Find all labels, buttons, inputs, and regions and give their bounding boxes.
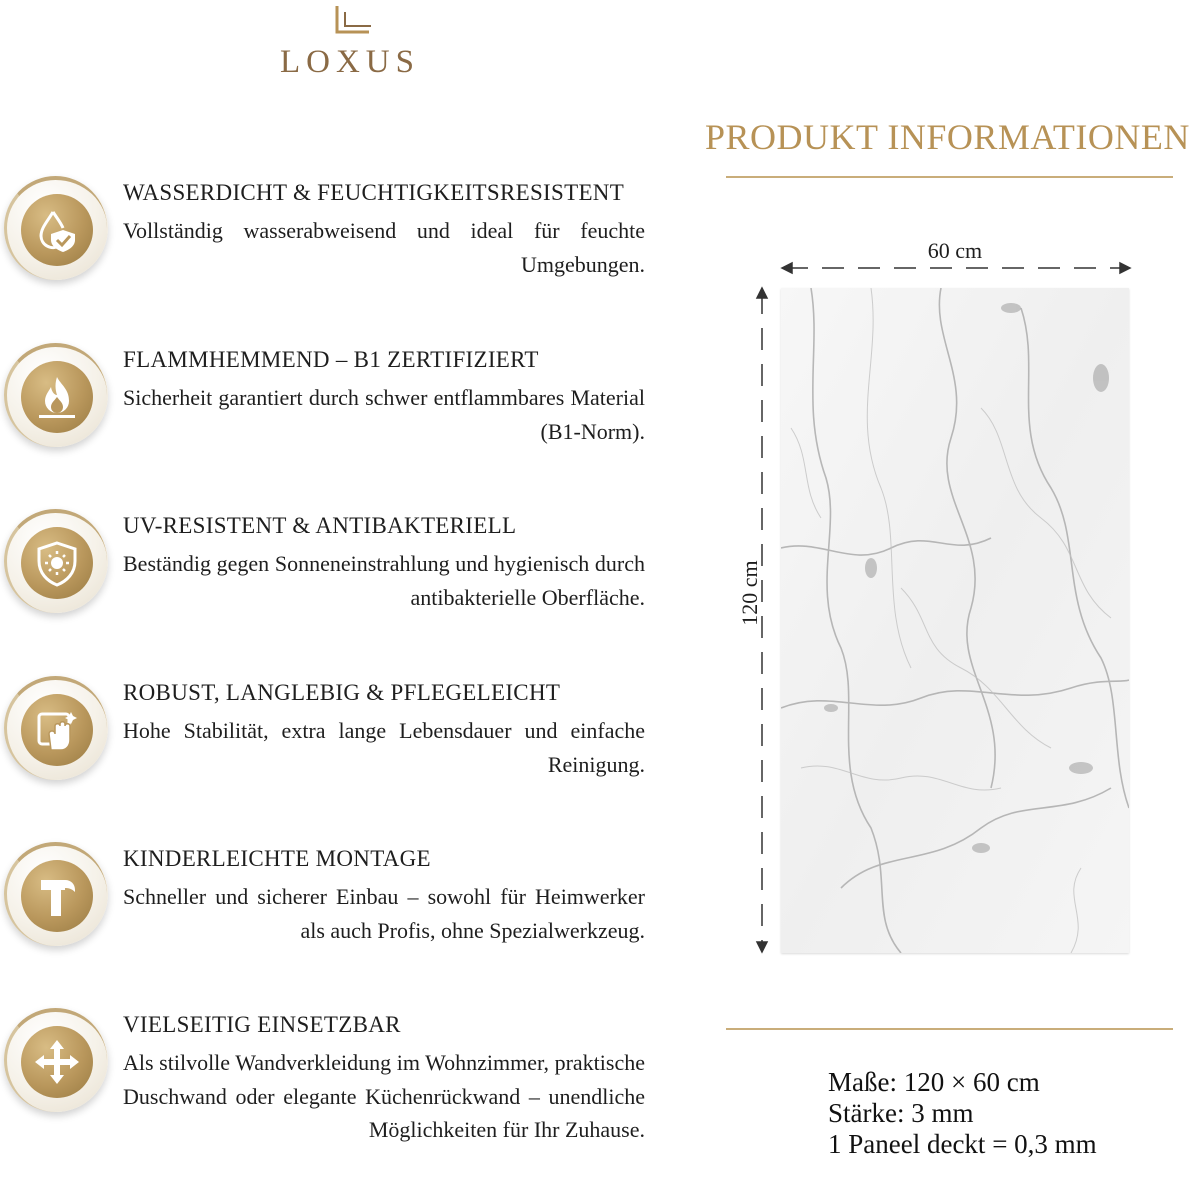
feature-title: ROBUST, LANGLEBIG & PFLEGELEICHT <box>123 680 561 705</box>
feature-description: Hohe Stabilität, extra lange Lebensdauer und einfache Reinigung. <box>123 718 645 777</box>
feature-title: FLAMMHEMMEND – B1 ZERTIFIZIERT <box>123 347 539 372</box>
width-label: 60 cm <box>927 238 983 263</box>
spec-dimensions: Maße: 120 × 60 cm <box>828 1067 1040 1097</box>
feature-title: KINDERLEICHTE MONTAGE <box>123 846 431 871</box>
feature-title: UV-RESISTENT & ANTIBAKTERIELL <box>123 513 517 538</box>
feature-title: WASSERDICHT & FEUCHTIGKEITSRESISTENT <box>123 180 625 205</box>
feature-description: Sicherheit garantiert durch schwer entflammbares Material (B1-Norm). <box>123 385 645 444</box>
feature-title: VIELSEITIG EINSETZBAR <box>123 1012 401 1037</box>
feature-description: Schneller und sicherer Einbau – sowohl für Heimwerker als auch Profis, ohne Spezialwerkzeug. <box>123 884 645 943</box>
spec-thickness: Stärke: 3 mm <box>828 1098 974 1128</box>
product-specs <box>828 1067 1097 1160</box>
feature-description: Vollständig wasserabweisend und ideal für feuchte Umgebungen. <box>123 218 645 277</box>
spec-coverage: 1 Paneel deckt = 0,3 mm <box>828 1129 1097 1159</box>
feature-description: Als stilvolle Wandverkleidung im Wohnzimmer, praktische Duschwand oder elegante Küchenrückwand – unendliche Möglichkeiten für Ihr Zuhause. <box>123 1050 645 1142</box>
divider-bottom <box>726 1028 1173 1030</box>
section-title: PRODUKT INFORMATIONEN <box>705 117 1190 157</box>
marble-panel-image <box>781 288 1129 953</box>
height-label: 120 cm <box>737 560 762 626</box>
marble-texture <box>781 288 1129 953</box>
brand-name: LOXUS <box>279 44 420 80</box>
feature-description: Beständig gegen Sonneneinstrahlung und hygienisch durch antibakterielle Oberfläche. <box>123 551 645 610</box>
